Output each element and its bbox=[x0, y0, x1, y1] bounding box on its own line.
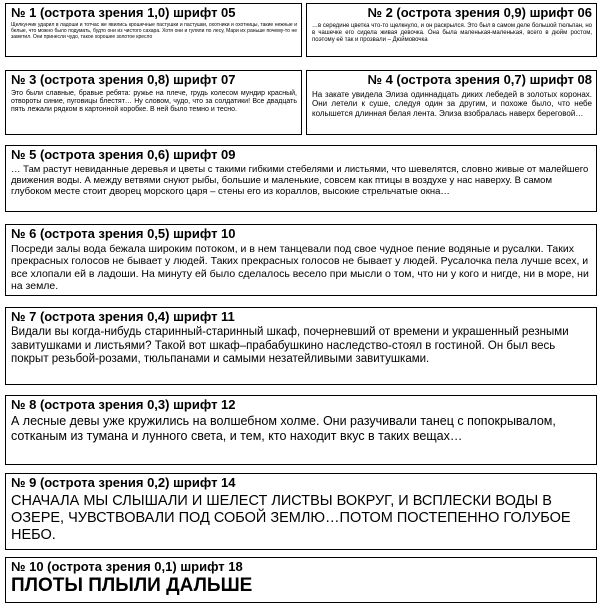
block-text: Посреди залы вода бежала широким потоком, и в нем танцевали под свое чудное пение водяные и русалки. Таких прекрасных голосов не бывает у людей. Таких прекрасных голосов не бывает у людей. Русалочка пела лучше всех, и все хлопали ей в ладоши. На минуту ей было сделалось весело при мысли о том, что ни у кого и нигде, ни в море, ни на земле. bbox=[11, 242, 589, 293]
block-text: СНАЧАЛА МЫ СЛЫШАЛИ И ШЕЛЕСТ ЛИСТВЫ ВОКРУГ, И ВСПЛЕСКИ ВОДЫ В ОЗЕРЕ, ЧУВСТВОВАЛИ ПОД СОБОЙ ЗЕМЛЮ…ПОТОМ ПОСТЕПЕННО ГОЛУБОЕ НЕБО. bbox=[11, 492, 571, 544]
vision-block-10 bbox=[5, 557, 597, 603]
vision-block-9 bbox=[5, 473, 597, 550]
vision-block-8 bbox=[5, 395, 597, 465]
block-text: Это были славные, бравые ребята: ружье на плече, грудь колесом мундир красный, отвороты синие, пуговицы блестят… Ну словом, чудо, что за солдатики! Все двадцать пять лежали рядком в картонной коробке. В ней было темно и тесно. bbox=[11, 89, 297, 114]
block-heading: № 5 (острота зрения 0,6) шрифт 09 bbox=[11, 147, 236, 162]
vision-block-1 bbox=[5, 3, 302, 57]
block-heading: № 1 (острота зрения 1,0) шрифт 05 bbox=[11, 5, 236, 20]
block-text: А лесные девы уже кружились на волшебном холме. Они разучивали танец с попокрывалом, сотканым из тумана и лунного света, и тем, кто находит вкус в таких вещах… bbox=[11, 413, 556, 443]
block-text: ПЛОТЫ ПЛЫЛИ ДАЛЬШЕ bbox=[11, 574, 253, 596]
vision-block-7 bbox=[5, 307, 597, 385]
vision-block-6 bbox=[5, 224, 597, 296]
block-heading: № 10 (острота зрения 0,1) шрифт 18 bbox=[11, 559, 243, 574]
block-heading: № 8 (острота зрения 0,3) шрифт 12 bbox=[11, 397, 236, 412]
block-text: Видали вы когда-нибудь старинный-старинный шкаф, почерневший от времени и украшенный резными завитушками и листьями? Такой вот шкаф–прабабушкино наследство-стоял в гостиной. Он был весь покрыт резьбой-розами, тюльпанами и самыми незатейливыми завитушками. bbox=[11, 325, 569, 366]
block-heading: № 4 (острота зрения 0,7) шрифт 08 bbox=[367, 72, 592, 87]
vision-block-4 bbox=[306, 70, 597, 135]
block-text: Щелкунчик ударил в ладоши и тотчас же явились крошечные пастушки и пастушки, охотники и охотницы, такие нежные и белые, что можно было подумать, будто они из чистого сахара. Хотя они и гуляли по лесу, Мари их раньше почему-то не заметил. Они принесли чудо, такое хорошее золотое кресло bbox=[11, 21, 297, 40]
block-heading: № 3 (острота зрения 0,8) шрифт 07 bbox=[11, 72, 236, 87]
block-text: …в середине цветка что-то щелкнуло, и он раскрылся. Это был в самом деле большой тюльпан, но в чашечке его сидела живая девочка. Она была маленькая-маленькая, всего в дюйм ростом, поэтому её так и прозвали – Дюймовочка bbox=[312, 22, 592, 44]
vision-block-3 bbox=[5, 70, 302, 135]
vision-block-5 bbox=[5, 145, 597, 212]
block-text: … Там растут невиданные деревья и цветы с такими гибкими стебелями и листьями, что шевелятся, словно живые от малейшего движения воды. А между ветвями снуют рыбы, большие и маленькие, совсем как птицы в воздухе у нас наверху. В самом глубоком месте стоит дворец морского царя – стены его из кораллов, высокие стрельчатые окна… bbox=[11, 163, 589, 198]
block-text: На закате увидела Элиза одиннадцать диких лебедей в золотых коронах. Они летели к суше, следуя один за другим, и похоже было, что небе колышется длинная белая лента. Элиза взобралась наверх береговой… bbox=[312, 89, 592, 118]
vision-block-2 bbox=[306, 3, 597, 57]
block-heading: № 9 (острота зрения 0,2) шрифт 14 bbox=[11, 475, 236, 490]
block-heading: № 2 (острота зрения 0,9) шрифт 06 bbox=[367, 5, 592, 20]
block-heading: № 6 (острота зрения 0,5) шрифт 10 bbox=[11, 226, 236, 241]
block-heading: № 7 (острота зрения 0,4) шрифт 11 bbox=[11, 309, 235, 324]
